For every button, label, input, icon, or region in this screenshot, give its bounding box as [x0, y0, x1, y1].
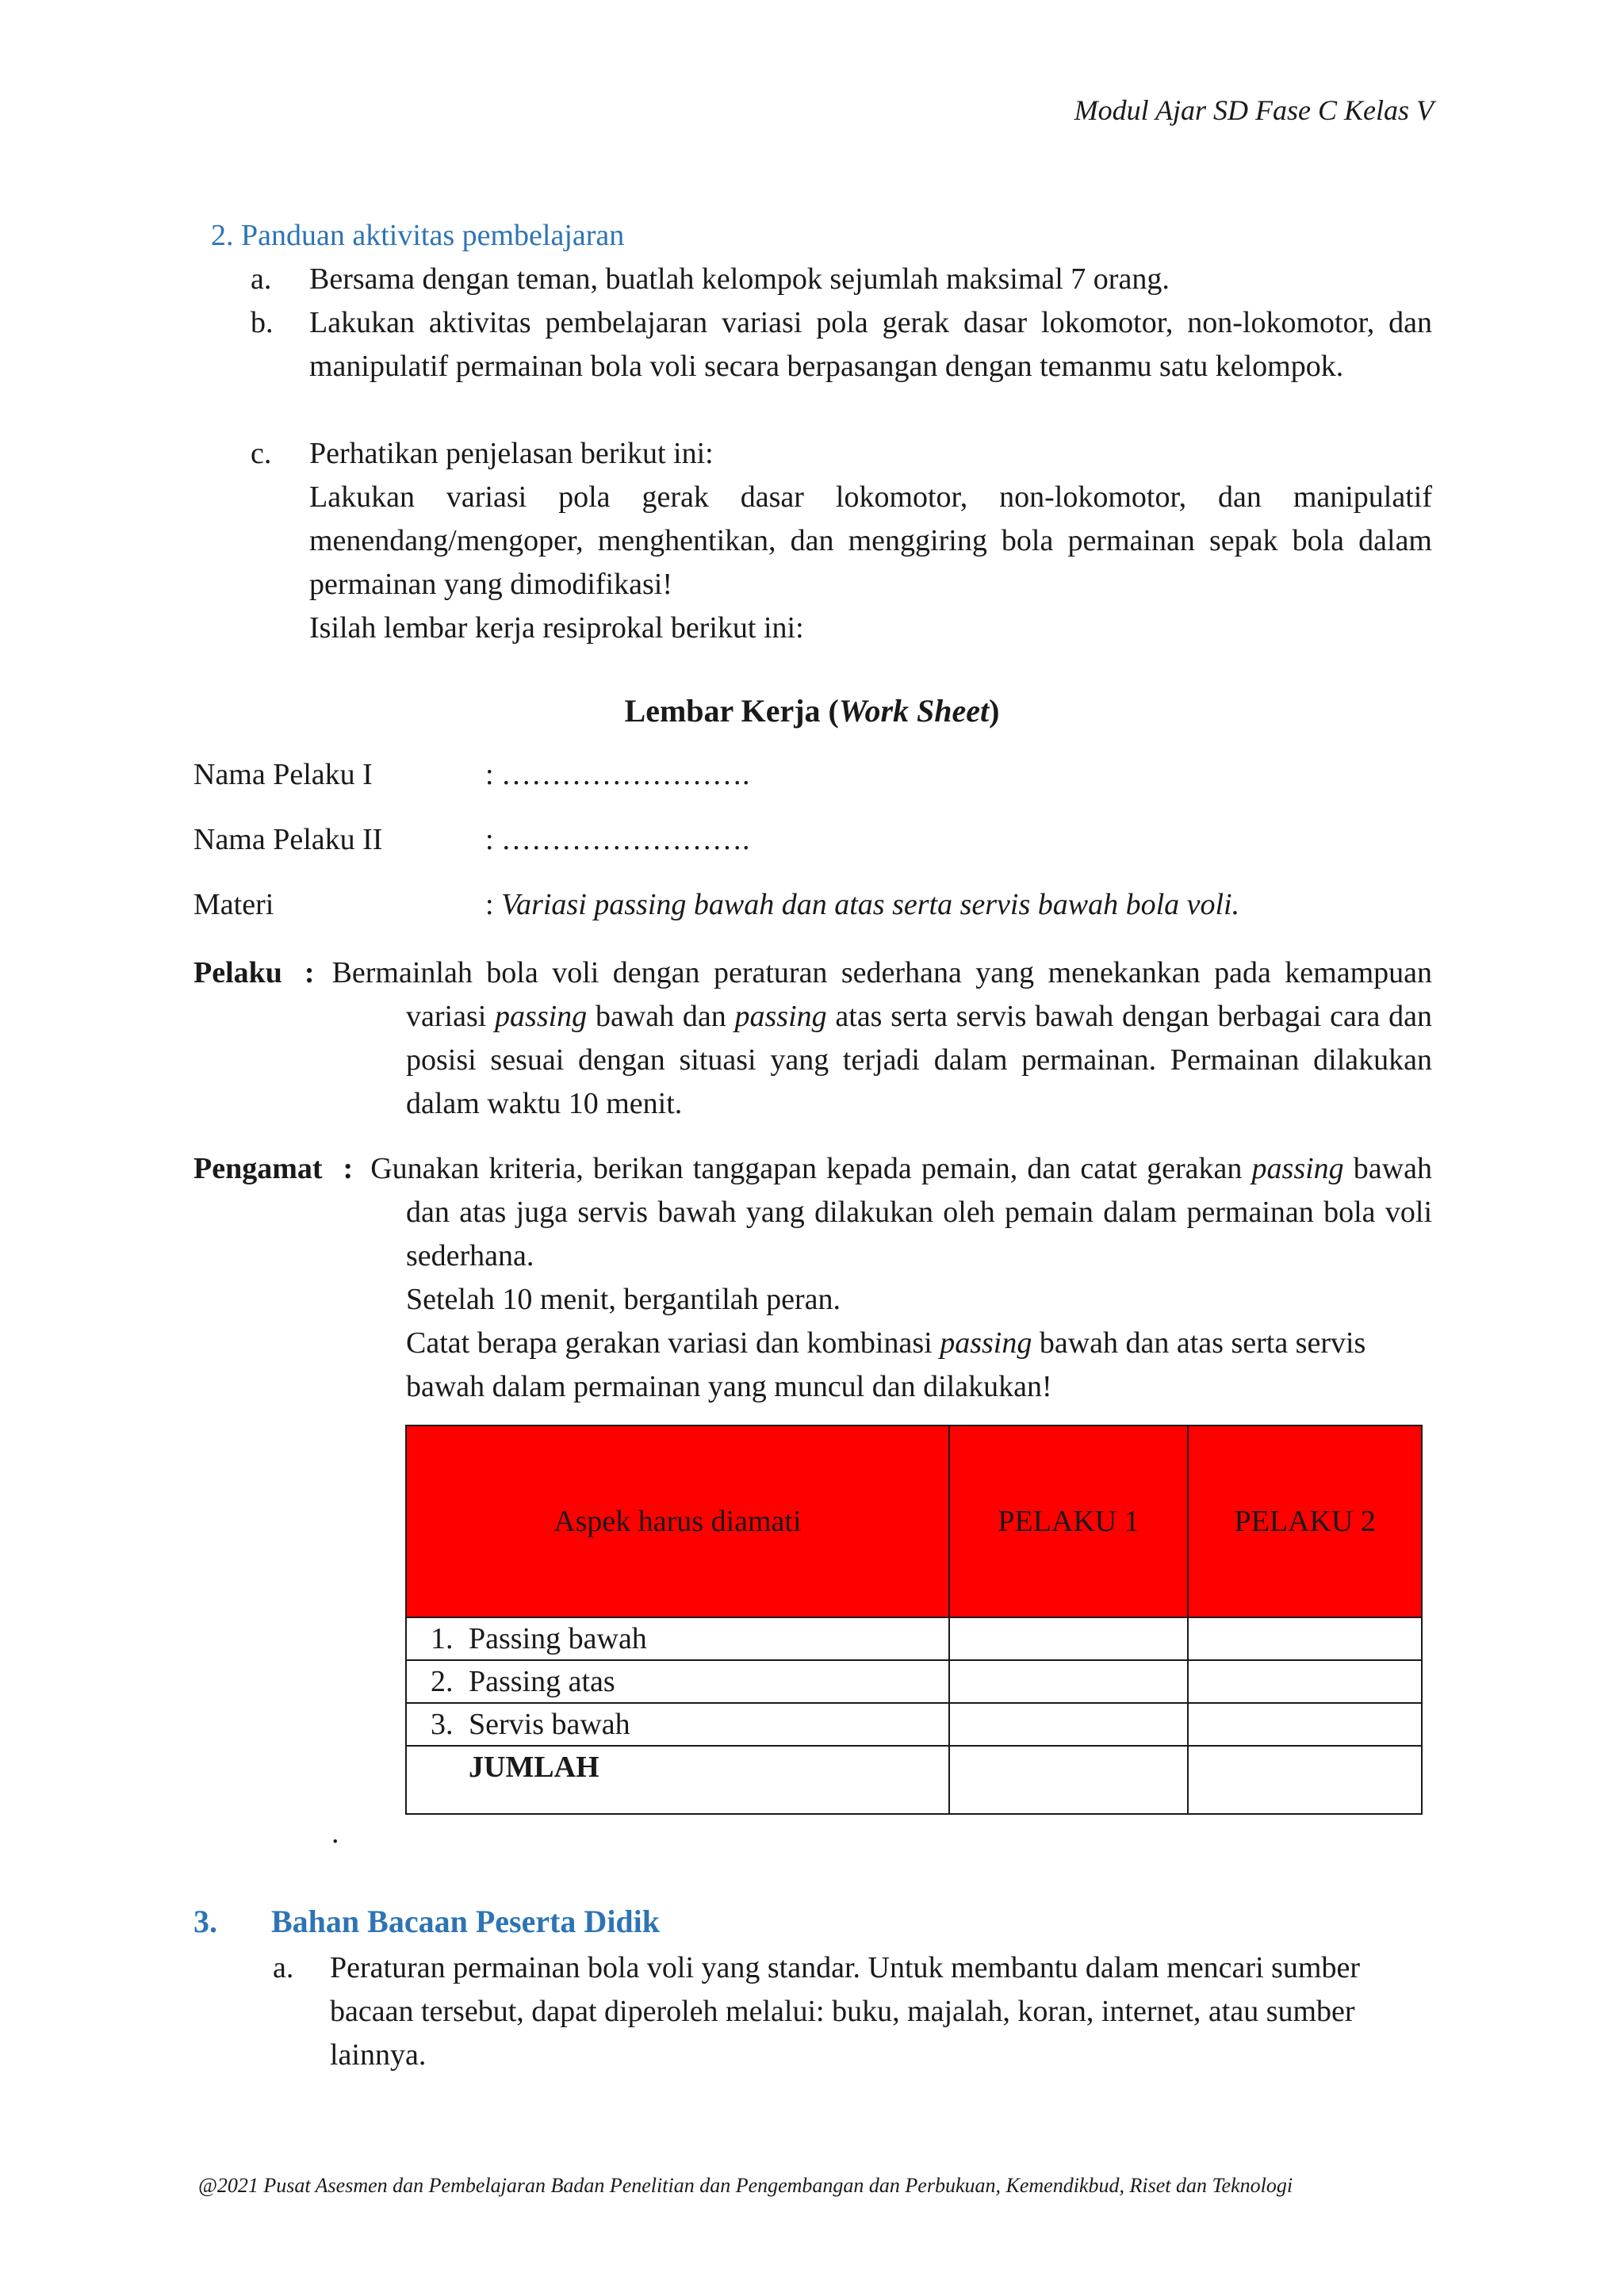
table-header-pelaku-2: PELAKU 2	[1188, 1425, 1422, 1617]
list-item-c-worksheet-intro: Isilah lembar kerja resiprokal berikut ini:	[309, 611, 804, 645]
list-item-b-label: b.	[251, 306, 274, 339]
field-label-pelaku-1: Nama Pelaku I	[193, 758, 373, 791]
table-cell-pelaku-2[interactable]	[1188, 1617, 1422, 1660]
table-cell-pelaku-2[interactable]	[1188, 1703, 1422, 1746]
observation-table	[405, 1425, 1423, 1815]
list-item-c-content	[309, 432, 1432, 650]
section-3-item-a-label: a.	[273, 1951, 294, 1984]
table-row	[406, 1703, 1422, 1746]
table-cell-total-pelaku-1[interactable]	[949, 1746, 1189, 1814]
pengamat-switch-roles: Setelah 10 menit, bergantilah peran.	[406, 1283, 841, 1316]
table-cell-aspek: 3. Servis bawah	[406, 1703, 949, 1746]
pengamat-record-note: Catat berapa gerakan variasi dan kombinasi passing bawah dan atas serta servis bawah dalam permainan yang muncul dan dilakukan!	[406, 1326, 1366, 1403]
worksheet-title: Lembar Kerja (Work Sheet)	[624, 693, 1000, 729]
stray-dot: .	[331, 1816, 339, 1850]
list-item-a-text: Bersama dengan teman, buatlah kelompok sejumlah maksimal 7 orang.	[309, 262, 1170, 296]
table-row	[406, 1617, 1422, 1660]
table-cell-total-label: JUMLAH	[406, 1746, 949, 1814]
section-2-heading	[211, 214, 624, 258]
table-header-aspek: Aspek harus diamati	[406, 1425, 949, 1617]
section-3-item-a-text: Peraturan permainan bola voli yang standar. Untuk membantu dalam mencari sumber bacaan tersebut, dapat diperoleh melalui: buku, majalah, koran, internet, atau sumber lainnya.	[330, 1951, 1360, 2072]
list-item-c-text: Perhatikan penjelasan berikut ini:	[309, 437, 714, 470]
field-value-materi: : Variasi passing bawah dan atas serta servis bawah bola voli.	[485, 888, 1240, 921]
pengamat-label: Pengamat	[193, 1152, 323, 1185]
table-cell-pelaku-1[interactable]	[949, 1617, 1189, 1660]
pelaku-instruction: Pelaku : Bermainlah bola voli dengan peraturan sederhana yang menekankan pada kemampuan variasi passing bawah dan passing atas serta servis bawah dengan berbagai cara dan posisi sesuai dengan situasi yang terjadi dalam permainan. Permainan dilakukan dalam waktu 10 menit.	[193, 956, 1432, 1120]
list-item-c-label: c.	[251, 437, 272, 470]
table-cell-pelaku-2[interactable]	[1188, 1660, 1422, 1703]
page-footer: @2021 Pusat Asesmen dan Pembelajaran Badan Penelitian dan Pengembangan dan Perbukuan, Kemendikbud, Riset dan Teknologi	[198, 2174, 1293, 2197]
field-label-pelaku-2: Nama Pelaku II	[193, 823, 383, 856]
list-item-b-text: Lakukan aktivitas pembelajaran variasi pola gerak dasar lokomotor, non-lokomotor, dan manipulatif permainan bola voli secara berpasangan dengan temanmu satu kelompok.	[309, 306, 1432, 383]
section-2-number: 2.	[211, 219, 234, 252]
table-cell-aspek: 2. Passing atas	[406, 1660, 949, 1703]
list-item-a-label: a.	[251, 262, 272, 296]
table-cell-total-pelaku-2[interactable]	[1188, 1746, 1422, 1814]
table-total-row	[406, 1746, 1422, 1814]
pengamat-instruction: Pengamat : Gunakan kriteria, berikan tanggapan kepada pemain, dan catat gerakan passing bawah dan atas juga servis bawah yang dilakukan oleh pemain dalam permainan bola voli sederhana.	[193, 1152, 1432, 1272]
table-cell-pelaku-1[interactable]	[949, 1660, 1189, 1703]
pelaku-label: Pelaku	[193, 956, 282, 989]
section-3-title: Bahan Bacaan Peserta Didik	[271, 1904, 661, 1939]
section-3-number: 3.	[193, 1904, 217, 1939]
table-cell-pelaku-1[interactable]	[949, 1703, 1189, 1746]
table-header-row	[406, 1425, 1422, 1617]
field-value-pelaku-2: : …………………….	[485, 823, 750, 856]
section-2-title: Panduan aktivitas pembelajaran	[241, 219, 625, 252]
table-cell-aspek: 1. Passing bawah	[406, 1617, 949, 1660]
field-value-pelaku-1: : …………………….	[485, 758, 750, 791]
page-header-title: Modul Ajar SD Fase C Kelas V	[1074, 94, 1434, 126]
field-label-materi: Materi	[193, 888, 274, 921]
table-row	[406, 1660, 1422, 1703]
table-header-pelaku-1: PELAKU 1	[949, 1425, 1189, 1617]
list-item-c-instruction: Lakukan variasi pola gerak dasar lokomotor, non-lokomotor, dan manipulatif menendang/mengoper, menghentikan, dan menggiring bola permainan sepak bola dalam permainan yang dimodifikasi!	[309, 480, 1432, 601]
